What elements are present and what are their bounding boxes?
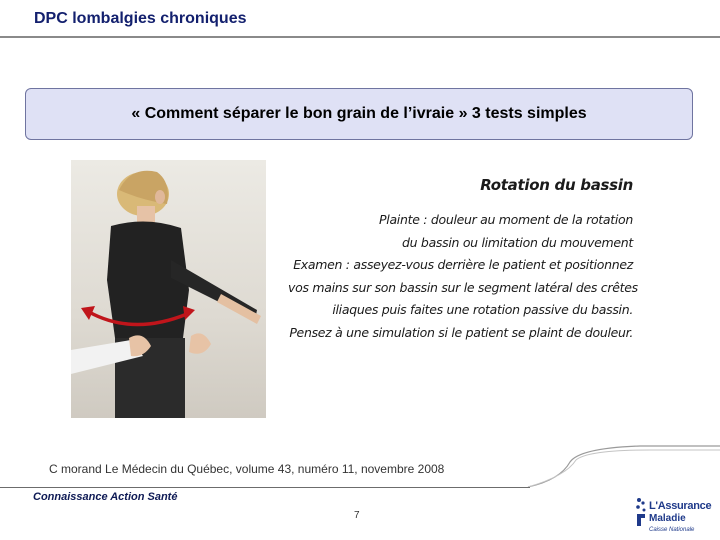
- page-number: 7: [354, 510, 360, 521]
- source-citation: C morand Le Médecin du Québec, volume 43, numéro 11, novembre 2008: [49, 462, 445, 476]
- exam-photo-illustration: [71, 160, 266, 418]
- assurance-maladie-logo: [628, 488, 720, 540]
- footer-label: Connaissance Action Santé: [33, 491, 178, 503]
- logo-line-2: Maladie: [649, 513, 686, 524]
- panel-line: iliaques puis faites une rotation passive du bassin.: [332, 302, 633, 317]
- panel-line: vos mains sur son bassin sur le segment latéral des crêtes: [288, 279, 638, 295]
- subtitle-banner: [25, 88, 693, 140]
- slide-title: DPC lombalgies chroniques: [34, 10, 247, 27]
- rotation-test-panel: [288, 175, 638, 390]
- title-divider: [0, 36, 720, 38]
- panel-heading: Rotation du bassin: [480, 176, 633, 194]
- logo-mark-icon: [634, 496, 648, 530]
- logo-line-3: Caisse Nationale: [649, 527, 695, 533]
- subtitle-banner-text: « Comment séparer le bon grain de l’ivraie » 3 tests simples: [131, 105, 587, 122]
- panel-line: Examen : asseyez-vous derrière le patient et positionnez: [293, 257, 633, 272]
- panel-line: Plainte : douleur au moment de la rotation: [379, 212, 633, 227]
- exam-photo: [71, 160, 266, 418]
- footer-divider: [0, 487, 530, 488]
- panel-line: Pensez à une simulation si le patient se plaint de douleur.: [289, 324, 633, 340]
- panel-line: du bassin ou limitation du mouvement: [402, 234, 633, 250]
- logo-line-1: L'Assurance: [649, 500, 712, 512]
